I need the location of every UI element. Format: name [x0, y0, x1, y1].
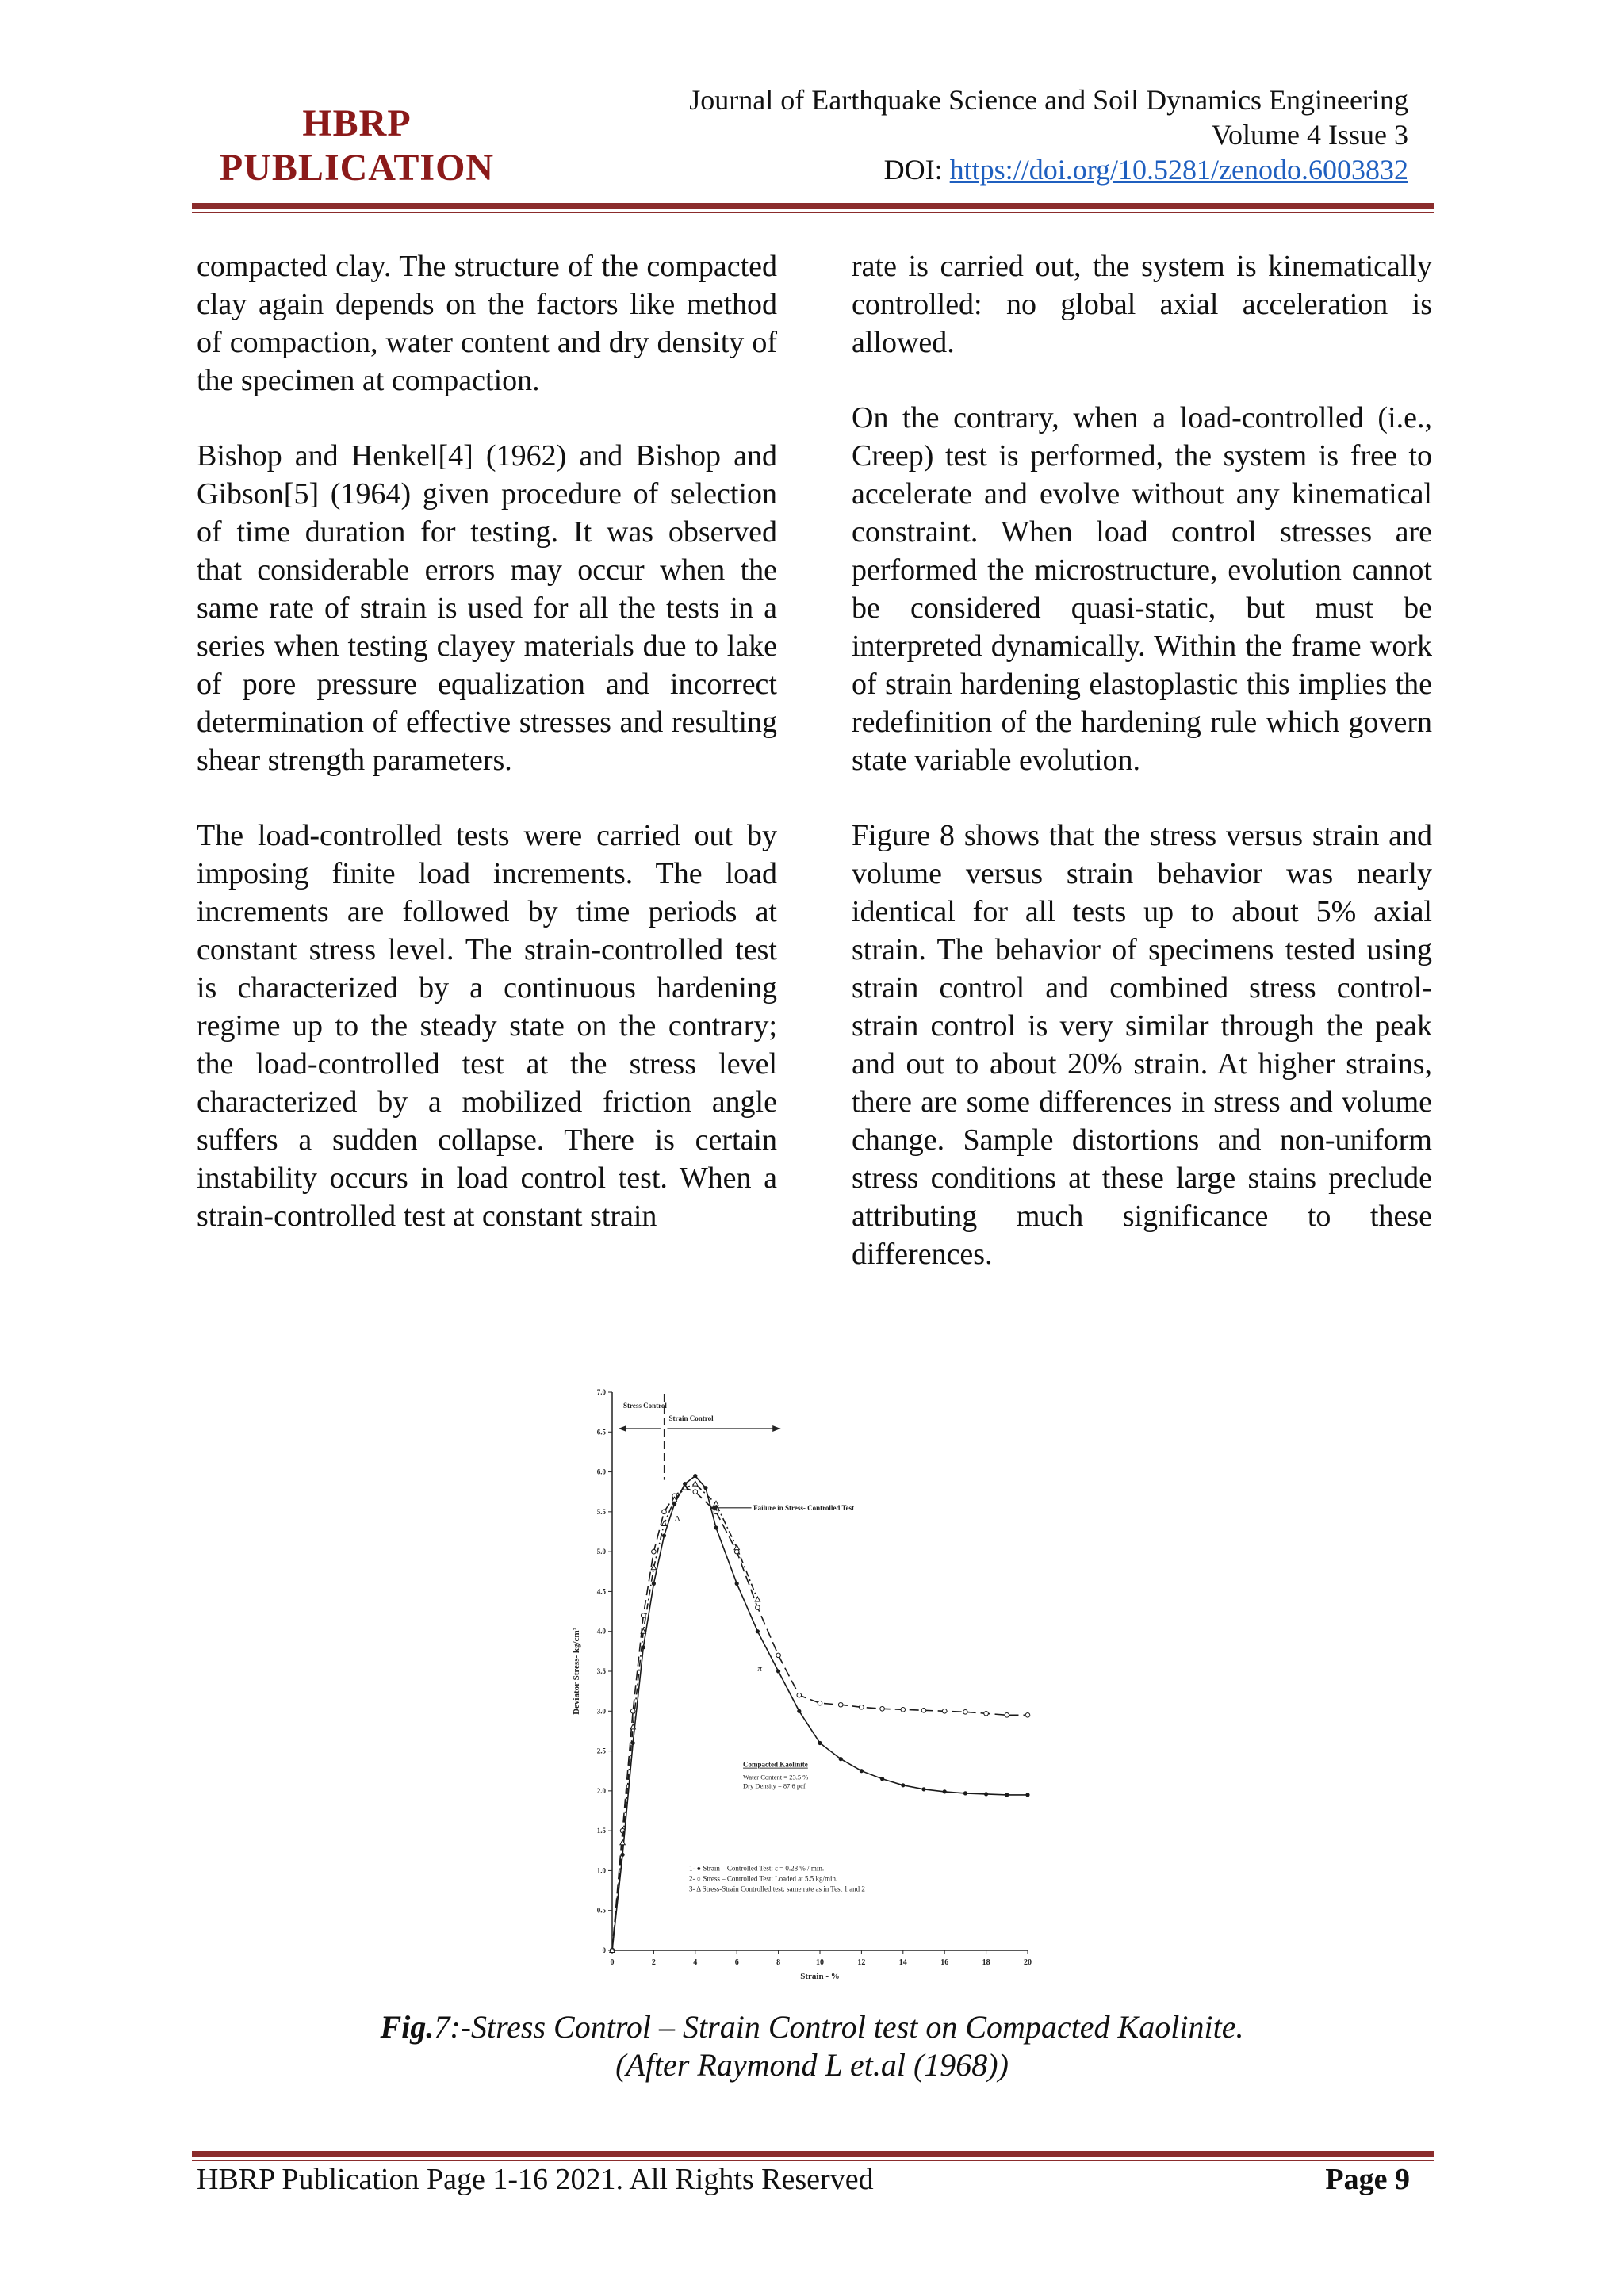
x-tick-label: 12 [857, 1958, 866, 1967]
data-point [776, 1653, 781, 1658]
y-tick-label: 2.5 [596, 1747, 606, 1755]
legend-entry: 3- Δ Stress-Strain Controlled test: same rate as in Test 1 and 2 [688, 1885, 865, 1893]
data-point [776, 1669, 780, 1673]
data-point [880, 1777, 884, 1781]
logo-line-1: HBRP [302, 102, 412, 144]
y-tick-label: 6.0 [596, 1468, 606, 1476]
data-point [839, 1757, 843, 1761]
inset-line: Water Content = 23.5 % [743, 1773, 809, 1781]
data-point [1005, 1793, 1009, 1797]
data-point [797, 1693, 802, 1697]
y-tick-label: 4.0 [596, 1627, 606, 1636]
data-point [642, 1613, 646, 1618]
data-point [652, 1582, 656, 1586]
stress-strain-chart [568, 1378, 1051, 1980]
data-point [1025, 1713, 1030, 1718]
failure-annotation: Failure in Stress- Controlled Test [753, 1503, 855, 1512]
publisher-logo [198, 101, 515, 190]
y-tick-label: 7.0 [596, 1388, 606, 1396]
data-point [756, 1605, 760, 1610]
data-point [662, 1510, 667, 1514]
x-axis-label: Strain - % [800, 1972, 840, 1980]
caption-text: Stress Control – Strain Control test on Compacted Kaolinite. [470, 2009, 1244, 2045]
right-column [852, 247, 1432, 1311]
data-point [901, 1783, 905, 1787]
page-footer [197, 2161, 1410, 2198]
x-tick-label: 8 [776, 1958, 781, 1967]
y-tick-label: 0.5 [596, 1906, 606, 1915]
caption-line-1 [0, 2008, 1624, 2046]
x-tick-label: 2 [651, 1958, 656, 1967]
y-tick-label: 4.5 [596, 1587, 606, 1596]
caption-source: (After Raymond L et.al (1968)) [615, 2047, 1009, 2083]
arrowhead [772, 1425, 780, 1432]
paragraph: rate is carried out, the system is kinematically controlled: no global axial acceleration is allowed. [852, 250, 1432, 359]
mid-marker: π [757, 1664, 762, 1674]
data-point [756, 1629, 760, 1633]
data-point [880, 1706, 885, 1711]
data-point [693, 1490, 698, 1494]
doi-label: DOI: [883, 154, 950, 186]
x-tick-label: 16 [940, 1958, 949, 1967]
left-column [197, 247, 777, 1272]
y-tick-label: 1.0 [596, 1866, 606, 1875]
paragraph: Bishop and Henkel[4] (1962) and Bishop and Gibson[5] (1964) given procedure of selection of time duration for testing. It was observed that considerable errors may occur when the same rate of strain is used for all the tests in a series when testing clayey materials due to lake of pore pressure equalization and incorrect determination of effective stresses and resulting shear strength parameters. [197, 439, 777, 777]
strain-control-label: Strain Control [668, 1414, 714, 1422]
data-point [735, 1582, 739, 1586]
data-point [818, 1741, 822, 1745]
y-tick-label: 5.5 [596, 1507, 606, 1516]
data-point [1005, 1713, 1009, 1718]
x-tick-label: 6 [734, 1958, 739, 1967]
logo-line-2: PUBLICATION [219, 147, 495, 189]
stress-control-label: Stress Control [623, 1402, 667, 1410]
legend-entry: 1- ● Strain – Controlled Test: ε̇ = 0.28 % / min. [688, 1864, 825, 1873]
y-tick-label: 5.0 [596, 1548, 606, 1556]
data-point [984, 1792, 988, 1796]
x-tick-label: 10 [816, 1958, 824, 1967]
data-point [797, 1709, 801, 1713]
data-point [1025, 1793, 1029, 1797]
y-tick-label: 2.0 [596, 1786, 606, 1795]
data-point [921, 1787, 925, 1791]
data-point [942, 1709, 947, 1713]
figure-7 [568, 1378, 1051, 1980]
data-point [703, 1486, 707, 1490]
footer-copyright: HBRP Publication Page 1-16 2021. All Rights Reserved [197, 2163, 874, 2196]
data-point [818, 1701, 822, 1705]
arrowhead [619, 1425, 626, 1432]
paragraph: The load-controlled tests were carried out by imposing finite load increments. The load increments are followed by time periods at constant stress level. The strain-controlled test is characterized by a continuous hardening regime up to the steady state on the contrary; the load-controlled test at the stress level characterized by a mobilized friction angle suffers a sudden collapse. There is certain instability occurs in load control test. When a strain-controlled test at constant strain [197, 819, 777, 1233]
data-point [901, 1707, 906, 1712]
data-point [963, 1709, 968, 1714]
data-point [662, 1533, 666, 1537]
y-tick-label: 1.5 [596, 1827, 606, 1835]
paragraph: Figure 8 shows that the stress versus strain and volume versus strain behavior was nearly identical for all tests up to about 5% axial strain. The behavior of specimens tested using strain control and combined stress control-strain control is very similar through the peak and out to about 20% strain. At higher strains, there are some differences in stress and volume change. Sample distortions and non-uniform stress conditions at these large stains preclude attributing much significance to these differences. [852, 819, 1432, 1271]
caption-label: Fig. [380, 2009, 435, 2045]
x-tick-label: 18 [982, 1958, 990, 1967]
x-tick-label: 4 [693, 1958, 698, 1967]
x-tick-label: 14 [898, 1958, 907, 1967]
doi-link[interactable]: https://doi.org/10.5281/zenodo.6003832 [949, 154, 1408, 186]
data-point [921, 1708, 926, 1712]
failure-marker: Δ [674, 1513, 680, 1524]
y-tick-label: 3.5 [596, 1667, 606, 1675]
data-point [963, 1791, 967, 1795]
legend-entry: 2- ○ Stress – Controlled Test: Loaded at 5.5 kg/min. [688, 1874, 838, 1883]
figure-caption [0, 2008, 1624, 2084]
inset-line: Dry Density = 87.6 pcf [743, 1781, 806, 1790]
header-rule [192, 203, 1434, 213]
data-point [838, 1702, 843, 1707]
paragraph: On the contrary, when a load-controlled (i.e., Creep) test is performed, the system is free to accelerate and evolve without any kinematical constraint. When load control stresses are performed the microstructure, evolution cannot be considered quasi-static, but must be interpreted dynamically. Within the frame work of strain hardening elastoplastic this implies the redefinition of the hardening rule which govern state variable evolution. [852, 401, 1432, 777]
data-point [984, 1712, 989, 1716]
volume-issue: Volume 4 Issue 3 [1211, 119, 1408, 151]
y-tick-label: 0 [602, 1946, 606, 1954]
data-point [734, 1545, 739, 1550]
journal-name: Journal of Earthquake Science and Soil Dynamics Engineering [689, 84, 1408, 116]
data-point [755, 1597, 760, 1601]
inset-title: Compacted Kaolinite [743, 1760, 808, 1769]
data-point [860, 1769, 864, 1773]
y-axis-label: Deviator Stress- kg/cm² [572, 1628, 581, 1715]
data-point [693, 1481, 698, 1486]
x-tick-label: 20 [1024, 1958, 1032, 1967]
x-tick-label: 0 [610, 1958, 615, 1967]
data-point [714, 1525, 718, 1529]
data-point [652, 1549, 657, 1554]
caption-number: 7:- [434, 2009, 471, 2045]
data-point [661, 1521, 666, 1525]
footer-rule [192, 2151, 1434, 2161]
data-point [943, 1789, 947, 1793]
doi-line [689, 152, 1408, 187]
y-tick-label: 3.0 [596, 1707, 606, 1716]
y-tick-label: 6.5 [596, 1428, 606, 1437]
data-point [860, 1705, 864, 1709]
journal-info [689, 82, 1408, 187]
data-point [693, 1474, 697, 1478]
paragraph: compacted clay. The structure of the compacted clay again depends on the factors like method of compaction, water content and dry density of the specimen at compaction. [197, 250, 777, 397]
page-number: Page 9 [1325, 2163, 1410, 2196]
